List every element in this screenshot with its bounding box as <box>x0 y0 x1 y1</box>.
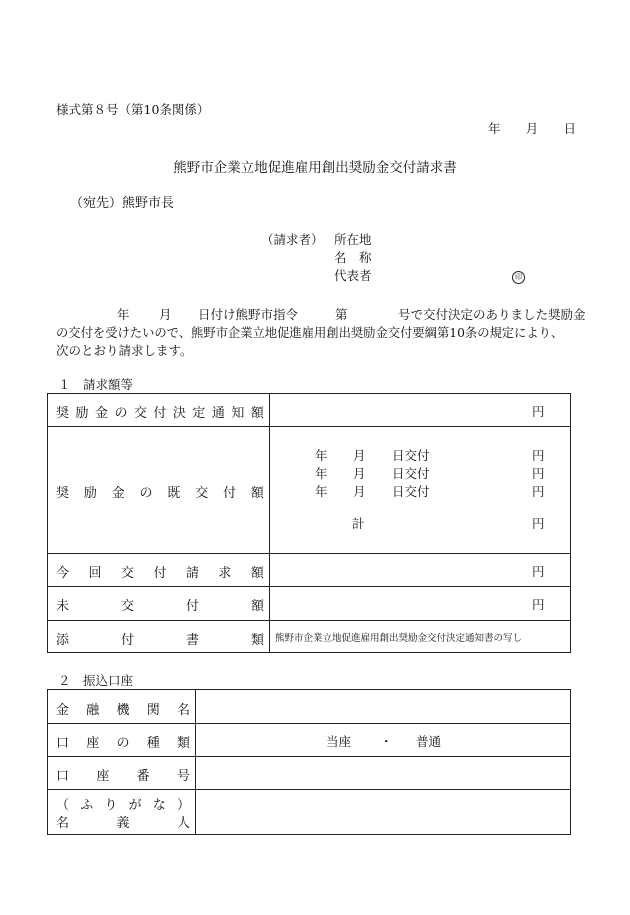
date-year: 年 <box>488 121 501 136</box>
label-decision-amount: 奨 励 金 の 交 付 決 定 通 知 額 <box>56 406 264 421</box>
row-this-request <box>48 553 570 587</box>
paid3-year: 年 <box>315 484 328 499</box>
total-label: 計 <box>352 516 365 531</box>
requester-heading: （請求者） <box>261 232 324 247</box>
address-label: 所在地 <box>334 232 372 247</box>
body-dai: 第 <box>335 307 348 322</box>
body-text-a: 日付け熊野市指令 <box>198 307 299 322</box>
date-month: 月 <box>525 121 539 136</box>
body-month: 月 <box>159 307 172 322</box>
bank-account-table <box>47 689 571 835</box>
date-day: 日 <box>563 121 576 136</box>
representative-label: 代表者 <box>334 268 372 283</box>
body-line-3: 次のとおり請求します。 <box>56 343 193 358</box>
row-account-type <box>48 723 570 757</box>
paid2-month: 月 <box>353 466 366 481</box>
paid1-yen: 円 <box>532 448 545 463</box>
account-type-dot: ・ <box>380 734 393 749</box>
label-furigana: （ ふ り が な ） <box>56 798 190 813</box>
body-text-b: 号で交付決定のありました奨励金 <box>398 307 586 322</box>
paid1-year: 年 <box>315 448 328 463</box>
paid2-day: 日交付 <box>392 466 430 481</box>
label-already-paid: 奨 励 金 の 既 交 付 額 <box>56 486 264 501</box>
paid2-year: 年 <box>315 466 328 481</box>
account-type-current: 当座 <box>326 734 352 749</box>
seal-icon: 印 <box>512 271 525 284</box>
body-line-1 <box>56 305 586 322</box>
yen-decision: 円 <box>532 404 545 419</box>
paid3-yen: 円 <box>532 484 545 499</box>
label-bank: 金 融 機 関 名 <box>56 703 190 718</box>
paid3-month: 月 <box>353 484 366 499</box>
row-bank <box>48 690 570 724</box>
label-account-number: 口 座 番 号 <box>56 769 190 784</box>
label-account-type: 口 座 の 種 類 <box>56 736 190 751</box>
request-amount-table <box>47 393 571 653</box>
paid1-month: 月 <box>353 448 366 463</box>
form-number: 様式第８号（第10条関係） <box>56 102 210 117</box>
row-holder <box>48 789 570 834</box>
label-this-request: 今 回 交 付 請 求 額 <box>56 566 264 581</box>
yen-unpaid: 円 <box>532 597 545 612</box>
yen-this-request: 円 <box>532 564 545 579</box>
section1-heading: １ 請求額等 <box>58 377 134 392</box>
attachment-value: 熊野市企業立地促進雇用創出奨励金交付決定通知書の写し <box>275 633 523 644</box>
label-holder: 名 義 人 <box>56 816 190 831</box>
row-attachments <box>48 620 570 653</box>
row-decision-amount <box>48 394 570 427</box>
total-yen: 円 <box>532 516 545 531</box>
account-type-ordinary: 普通 <box>416 734 442 749</box>
body-year: 年 <box>117 307 130 322</box>
paid2-yen: 円 <box>532 466 545 481</box>
label-unpaid: 未 交 付 額 <box>56 599 264 614</box>
paid1-day: 日交付 <box>392 448 430 463</box>
paid3-day: 日交付 <box>392 484 430 499</box>
section2-heading: ２ 振込口座 <box>58 673 134 688</box>
addressee: （宛先）熊野市長 <box>70 196 175 211</box>
row-already-paid <box>48 426 570 554</box>
row-unpaid <box>48 586 570 621</box>
date-line <box>488 119 576 137</box>
body-line-2: の交付を受けたいので、熊野市企業立地促進雇用創出奨励金交付要綱第10条の規定により、 <box>56 326 564 340</box>
label-attachments: 添 付 書 類 <box>56 633 264 648</box>
row-account-number <box>48 756 570 790</box>
seal-mark <box>512 267 525 284</box>
name-label: 名 称 <box>334 250 372 265</box>
page-title: 熊野市企業立地促進雇用創出奨励金交付請求書 <box>173 160 457 176</box>
